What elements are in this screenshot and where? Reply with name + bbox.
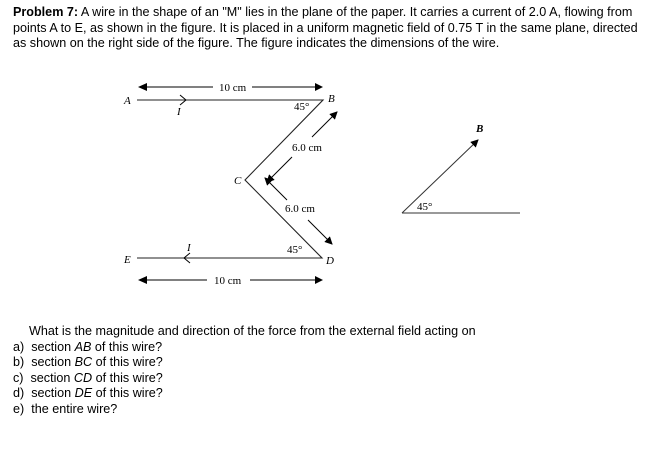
top-dim-label: 10 cm (219, 82, 247, 94)
problem-text: A wire in the shape of an "M" lies in the plane of the paper. It carries a current of 2.0 A, flowing from points A to E, as shown in the figure. It is placed in a uniform magnetic field of 0.75 T in the same plane, directed as shown on the right side of the figure. The figure indicates the dimensions of the wire. (13, 5, 638, 50)
field-angle-label: 45° (417, 201, 433, 213)
angle-b-label: 45° (294, 101, 310, 113)
question-block (13, 324, 476, 417)
question-item-d: d) section DE of this wire? (13, 386, 163, 400)
question-item-e: e) the entire wire? (13, 401, 118, 416)
field-label: B (476, 123, 484, 135)
current-label-top: I (177, 106, 181, 118)
m-wire (137, 100, 323, 258)
field-vector-arrow (402, 140, 478, 213)
question-lead: What is the magnitude and direction of the force from the external field acting on (29, 324, 476, 338)
point-d: D (326, 255, 334, 267)
point-e: E (124, 254, 131, 266)
point-b: B (328, 93, 335, 105)
cd-dim-label: 6.0 cm (285, 203, 315, 215)
question-item-c: c) section CD of this wire? (13, 370, 163, 385)
point-a: A (124, 95, 131, 107)
bc-dim-label: 6.0 cm (292, 142, 322, 154)
question-item-b: b) section BC of this wire? (13, 355, 163, 369)
angle-d-label: 45° (287, 244, 303, 256)
problem-label: Problem 7: (13, 5, 79, 19)
question-item-a: a) section AB of this wire? (13, 339, 163, 354)
bottom-dim-label: 10 cm (214, 275, 242, 287)
current-label-bottom: I (187, 242, 191, 254)
point-c: C (234, 175, 242, 187)
